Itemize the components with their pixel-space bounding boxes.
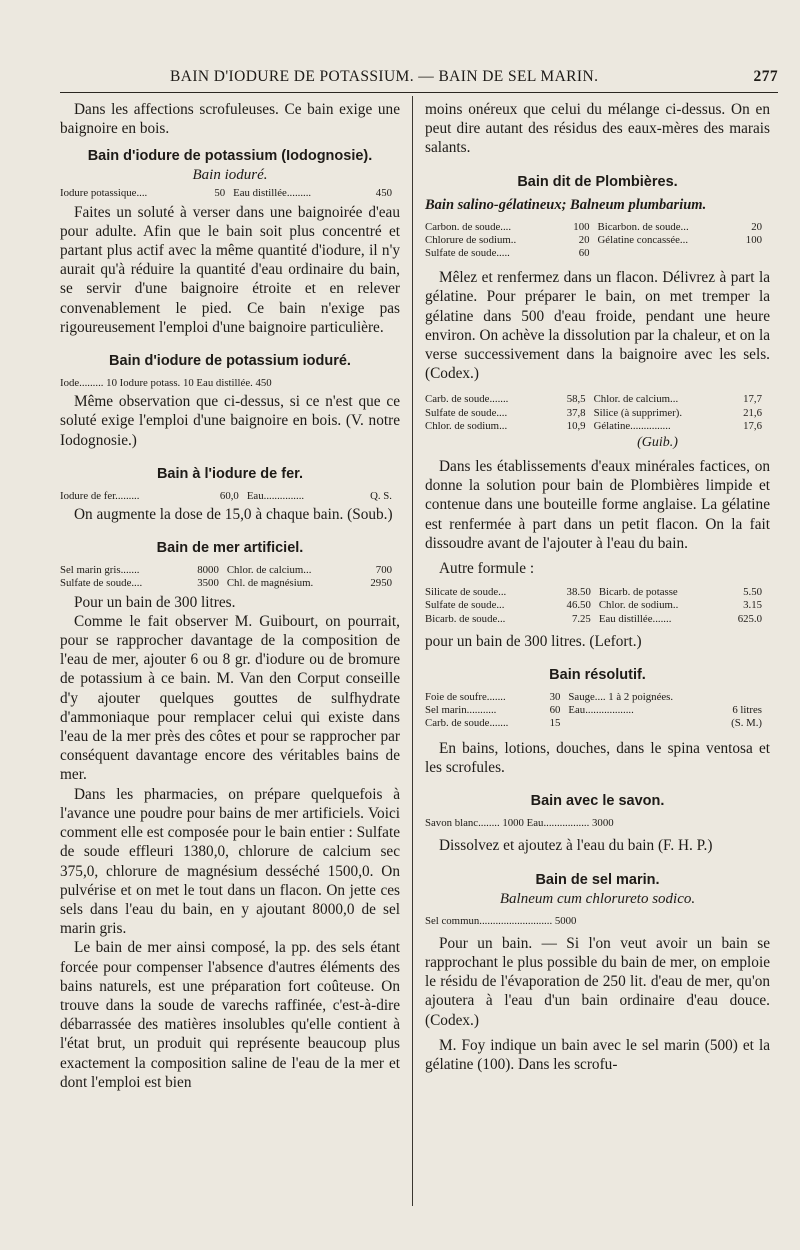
- ingredient-qty: [734, 247, 770, 260]
- ingredient-qty: 5.50: [743, 586, 762, 599]
- ingredient-name: Sulfate de soude...: [425, 599, 505, 612]
- ingredient-qty: 625.0: [737, 612, 762, 625]
- section-heading-sel-marin: Bain de sel marin.: [535, 871, 660, 888]
- ingredient-name: Sulfate de soude....: [60, 577, 143, 590]
- ingredient-qty: 2950: [370, 577, 392, 590]
- paragraph: Dans les pharmacies, on prépare quelquefois à l'avance une poudre pour bains de mer artificiels. Voici comment elle est composée pour le bain entier : Sulfate de soude effleuri 1380,0, chlorure de calcium sec 375,0, chlorure de magnésium desséché 1500,0. On pulvérise et on met le tout dans un flacon. On jette ces sels dans l'eau du bain, en y ajoutant 8000,0 de sel marin gris.: [60, 785, 400, 938]
- ingredient-qty: 20: [751, 220, 762, 233]
- ingredient-qty: 8000: [197, 564, 219, 577]
- ingredients-line-iodure: [60, 377, 400, 390]
- ingredient-row: [425, 704, 770, 717]
- ingredient-qty: 46.50: [566, 599, 591, 612]
- ingredients-table-autre: [425, 586, 770, 626]
- ingredient-row: [425, 234, 770, 247]
- ingredient-name: Bicarbon. de soude...: [597, 220, 689, 233]
- ingredient-name: Chlorure de sodium..: [425, 233, 517, 246]
- paragraph: Autre formule :: [439, 560, 535, 578]
- attribution: (Guib.): [637, 435, 678, 451]
- attribution: (S. M.): [731, 717, 762, 730]
- section-heading-iodure-iodure: Bain d'iodure de potassium ioduré.: [109, 353, 351, 370]
- ingredient-name: Silice (à supprimer).: [593, 406, 683, 419]
- paragraph: Faites un soluté à verser dans une baignoirée d'eau pour adulte. Afin que le bain soit plus concentré et partant plus actif avec la même quantité d'iodure, il n'y aurait qu'à réduire la quantité d'eau ordinaire du bain, se servir d'une baignoire étroite et en relever convenablement le pied. Ce bain n'exige pas rigoureusement l'emploi d'une baignoire particulière.: [60, 203, 400, 336]
- ingredient-qty: 6 litres: [732, 704, 762, 717]
- ingredient-name: Sulfate de soude.....: [425, 247, 510, 260]
- ingredient-row: [425, 393, 770, 406]
- ingredient-name: Chlor. de sodium..: [598, 599, 679, 612]
- ingredient-line: Savon blanc........ 1000 Eau................. 3000: [425, 817, 614, 830]
- ingredient-name: Sulfate de soude....: [425, 406, 508, 419]
- section-subtitle: Bain salino-gélatineux; Balneum plumbarium.: [425, 196, 707, 213]
- ingredient-name: Bicarb. de potasse: [598, 586, 678, 599]
- ingredient-qty: 20: [578, 233, 590, 246]
- section-subtitle: Bain ioduré.: [192, 167, 268, 184]
- ingredient-name: Sauge.... 1 à 2 poignées.: [568, 691, 674, 704]
- ingredient-row: [425, 586, 770, 599]
- ingredient-qty: [715, 691, 770, 704]
- ingredient-name: Gélatine...............: [593, 419, 671, 432]
- ingredient-qty: 60: [578, 247, 590, 260]
- ingredient-name: Sel marin...........: [425, 704, 497, 717]
- ingredient-name: Chl. de magnésium.: [226, 577, 314, 590]
- ingredient-name: [568, 717, 715, 730]
- ingredient-name: Eau distillée.........: [233, 187, 312, 200]
- ingredients-table-iodo: [60, 187, 400, 200]
- paragraph: moins onéreux que celui du mélange ci-dessus. On en peut dire autant des résidus des eaux-mères des marais salants.: [425, 101, 770, 157]
- ingredient-qty: 15: [549, 717, 561, 730]
- ingredient-qty: 100: [745, 233, 762, 246]
- ingredient-qty: 7.25: [571, 612, 591, 625]
- ingredient-row: [425, 691, 770, 704]
- ingredient-line: Iode......... 10 Iodure potass. 10 Eau distillée. 450: [60, 377, 272, 390]
- ingredient-name: Gélatine concassée...: [597, 233, 689, 246]
- ingredient-qty: 30: [549, 691, 561, 704]
- ingredient-qty: 37,8: [566, 406, 586, 419]
- ingredient-qty: 10,9: [566, 419, 586, 432]
- ingredient-line: Sel commun........................... 5000: [425, 914, 577, 927]
- ingredients-table-mer: [60, 564, 400, 590]
- ingredient-qty: 50: [214, 187, 226, 200]
- ingredient-name: Foie de soufre.......: [425, 691, 506, 704]
- ingredients-table-fer: [60, 490, 400, 503]
- ingredient-name: Eau..................: [568, 704, 634, 717]
- ingredient-name: Chlor. de calcium...: [593, 393, 679, 406]
- paragraph: On augmente la dose de 15,0 à chaque bain. (Soub.): [74, 506, 393, 524]
- ingredient-name: Iodure potassique....: [60, 187, 148, 200]
- paragraph: Comme le fait observer M. Guibourt, on pourrait, pour se rapprocher davantage de la composition de l'eau de mer, ajouter 6 ou 8 gr. d'iodure ou de bromure de potassium à ce bain. M. Van den Corput conseille d'y ajouter quelques gouttes de sulfhydrate d'ammoniaque pour remplacer celui qui existe dans l'eau de la mer près des côtes et pour se rapprocher par conséquent davantage encore des véritables bains de mer.: [60, 612, 400, 784]
- ingredient-qty: 60: [549, 704, 561, 717]
- section-heading-mer: Bain de mer artificiel.: [156, 540, 304, 557]
- ingredient-qty: 100: [573, 220, 590, 233]
- ingredient-qty: 38.50: [566, 586, 591, 599]
- paragraph: En bains, lotions, douches, dans le spina ventosa et les scrofules.: [425, 739, 770, 776]
- paragraph: Le bain de mer ainsi composé, la pp. des sels étant forcée pour compenser l'absence d'autres éléments des bains naturels, est une préparation fort coûteuse. On trouve dans la soude de varechs raffinée, c'est-à-dire débarrassée des matières insolubles qu'elle contient à l'état brut, un produit qui représente beaucoup plus exactement la composition saline de l'eau de la mer et dont l'emploi est bien: [60, 939, 400, 1091]
- ingredient-name: Carb. de soude.......: [425, 393, 509, 406]
- ingredient-row: [425, 613, 770, 626]
- left-column: [60, 100, 400, 1092]
- ingredient-row: [425, 420, 770, 433]
- column-divider: [412, 96, 413, 1206]
- paragraph: Pour un bain de 300 litres.: [74, 593, 236, 611]
- ingredient-name: Eau distillée.......: [598, 612, 672, 625]
- ingredient-row: [425, 221, 770, 234]
- ingredient-row: [425, 717, 770, 730]
- section-heading-iodognosie: Bain d'iodure de potassium (Iodognosie).: [87, 148, 373, 165]
- ingredient-qty: 58,5: [566, 393, 586, 406]
- ingredients-line-sel: [425, 915, 770, 928]
- ingredient-row: [60, 577, 400, 590]
- paragraph: Dissolvez et ajoutez à l'eau du bain (F. H. P.): [439, 837, 713, 855]
- section-subtitle: Balneum cum chlorureto sodico.: [499, 890, 696, 907]
- ingredients-table-resolutif: [425, 691, 770, 731]
- ingredients-table-plombieres-2: [425, 393, 770, 433]
- ingredient-qty: 21,6: [743, 406, 762, 419]
- ingredient-name: Iodure de fer.........: [60, 489, 140, 502]
- ingredient-name: Carbon. de soude....: [425, 220, 512, 233]
- ingredient-qty: 450: [375, 187, 392, 200]
- header-rule: [60, 92, 778, 93]
- ingredient-name: [598, 247, 734, 260]
- section-heading-fer: Bain à l'iodure de fer.: [156, 465, 304, 482]
- paragraph: Dans les établissements d'eaux minérales factices, on donne la solution pour bain de Plombières limpide et contenue dans une bouteille forme anglaise. La gélatine est renfermée à part dans un petit flacon. On la fait dissoudre avant de l'ajouter à l'eau du bain.: [425, 458, 770, 552]
- right-column: [425, 100, 770, 1074]
- paragraph: pour un bain de 300 litres. (Lefort.): [425, 632, 642, 650]
- ingredient-row: [425, 599, 770, 612]
- ingredient-row: [425, 407, 770, 420]
- ingredient-qty: 17,7: [743, 393, 762, 406]
- paragraph: Dans les affections scrofuleuses. Ce bain exige une baignoire en bois.: [60, 101, 400, 138]
- ingredient-name: Chlor. de sodium...: [425, 419, 508, 432]
- ingredient-name: Carb. de soude.......: [425, 717, 509, 730]
- ingredient-row: [60, 490, 400, 503]
- ingredient-qty: 3.15: [743, 599, 762, 612]
- ingredient-row: [60, 187, 400, 200]
- ingredient-name: Sel marin gris.......: [60, 564, 140, 577]
- ingredient-qty: 700: [375, 564, 392, 577]
- ingredient-qty: 3500: [197, 577, 219, 590]
- section-heading-savon: Bain avec le savon.: [530, 793, 665, 810]
- ingredient-name: Silicate de soude...: [425, 586, 507, 599]
- running-title: BAIN D'IODURE DE POTASSIUM. — BAIN DE SEL MARIN.: [170, 68, 599, 85]
- ingredient-name: Bicarb. de soude...: [425, 612, 506, 625]
- ingredient-qty: 60,0: [219, 489, 239, 502]
- ingredient-row: [425, 247, 770, 260]
- ingredient-qty: 17,6: [743, 419, 762, 432]
- ingredients-line-savon: [425, 817, 770, 830]
- page-number: 277: [753, 68, 778, 85]
- paragraph: Même observation que ci-dessus, si ce n'est que ce soluté exige l'emploi d'une baignoire en bois. (V. notre Iodognosie.): [60, 393, 400, 449]
- paragraph: Mêlez et renfermez dans un flacon. Délivrez à part la gélatine. Pour préparer le bain, on met tremper la gélatine dans 500 d'eau froide, pendant une heure environ. On achève la dissolution par la chaleur, et on la verse successivement dans la baignoire avec les sels. (Codex.): [425, 269, 770, 383]
- ingredient-name: Chlor. de calcium...: [226, 564, 312, 577]
- paragraph: M. Foy indique un bain avec le sel marin (500) et la gélatine (100). Dans les scrofu-: [425, 1036, 770, 1073]
- paragraph: Pour un bain. — Si l'on veut avoir un bain se rapprochant le plus possible du bain de mer, on emploie le résidu de l'évaporation de 250 lit. d'eau de mer, qu'on ajoutera à l'eau d'un bain ordinaire d'eau douce. (Codex.): [425, 934, 770, 1029]
- section-heading-plombieres: Bain dit de Plombières.: [517, 173, 678, 190]
- ingredient-name: Eau...............: [246, 489, 305, 502]
- ingredients-table-plombieres: [425, 221, 770, 261]
- ingredient-row: [60, 564, 400, 577]
- running-header: [60, 68, 778, 94]
- ingredient-qty: Q. S.: [370, 489, 392, 502]
- section-heading-resolutif: Bain résolutif.: [549, 667, 646, 684]
